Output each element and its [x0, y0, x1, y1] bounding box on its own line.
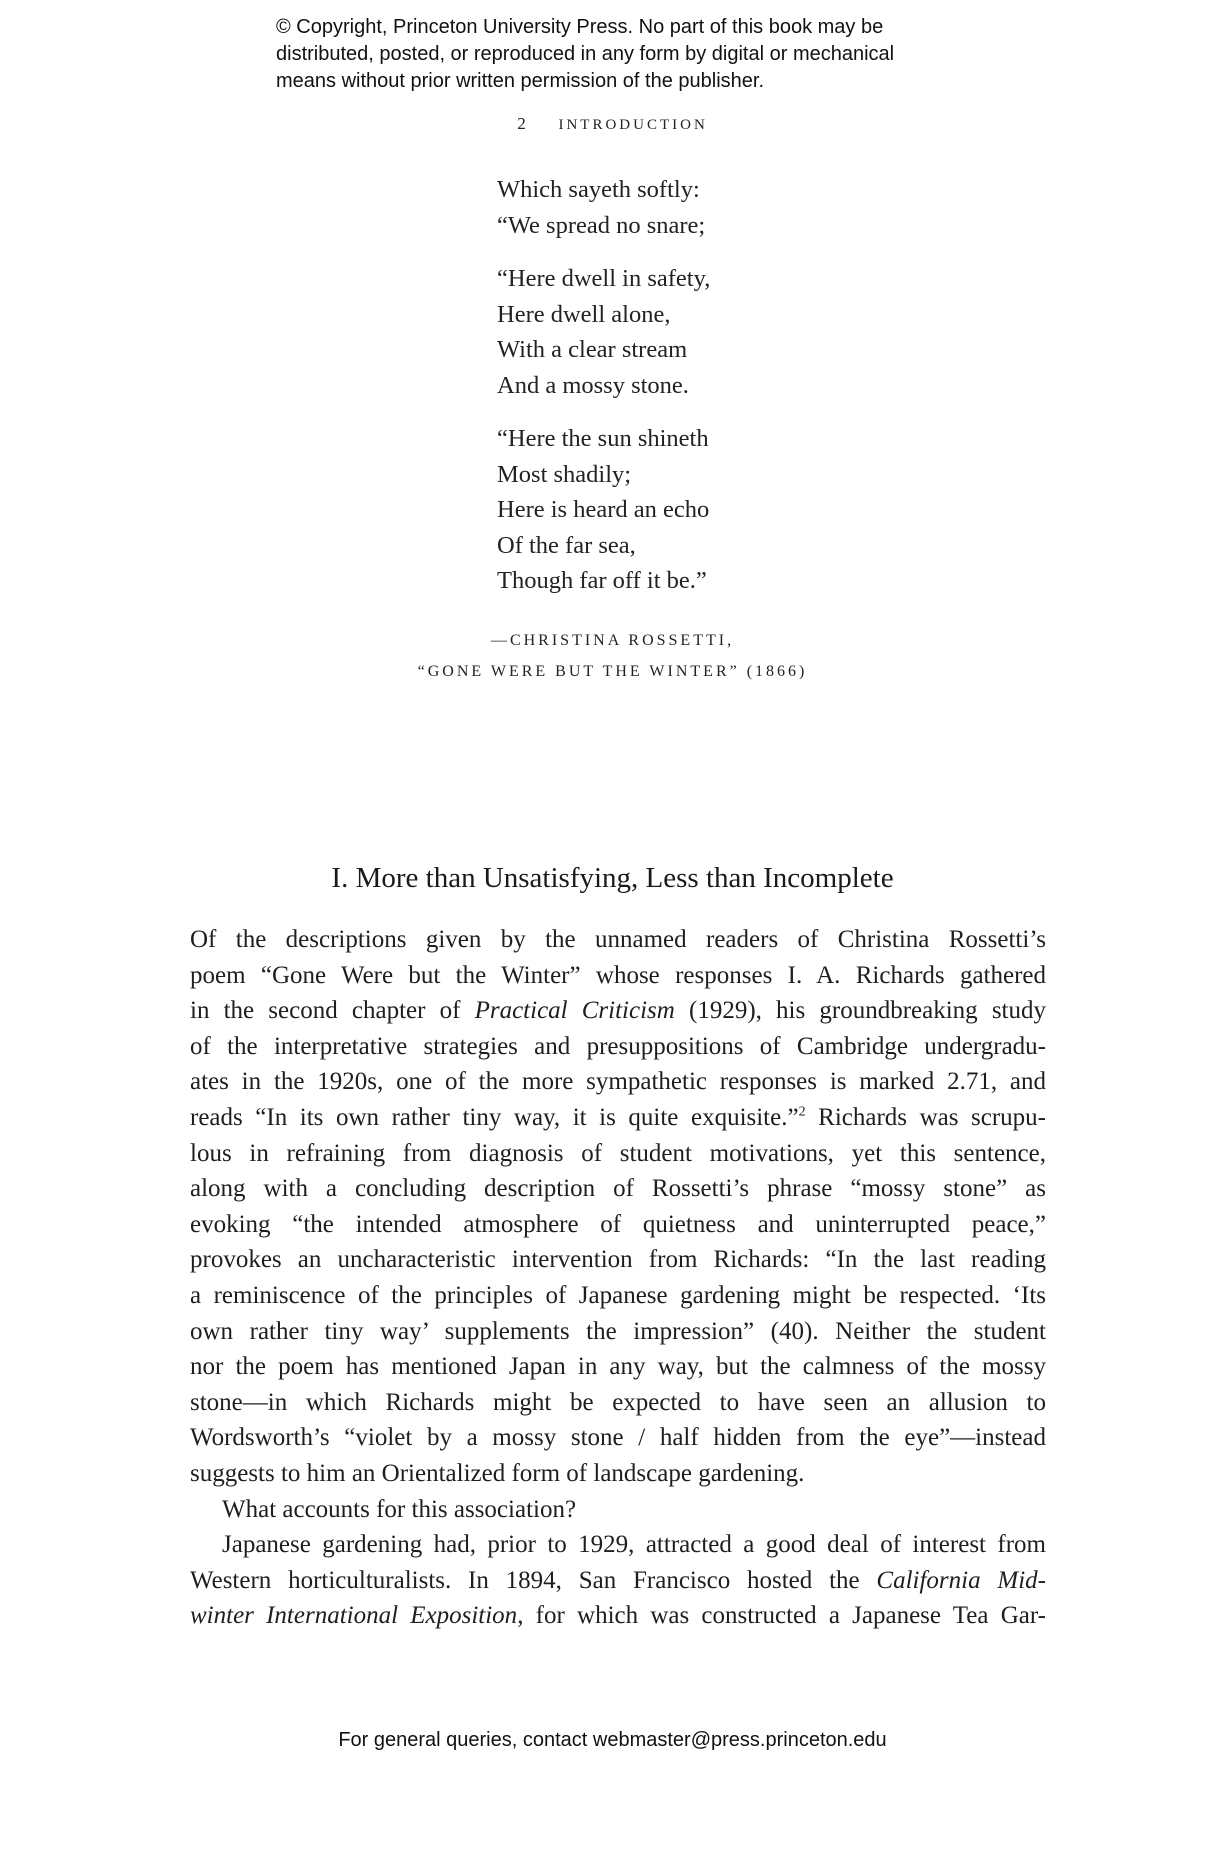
text-run: (1929), his groundbreaking study: [674, 997, 1047, 1025]
attribution-title: “GONE WERE BUT THE WINTER” (1866): [417, 663, 808, 680]
text-run: Richards was scrupu-: [805, 1103, 1046, 1131]
text-line: poem “Gone Were but the Winter” whose responses I. A. Richards gathered: [190, 961, 1046, 989]
copyright-line: © Copyright, Princeton University Press. No part of this book may be: [276, 16, 884, 38]
paragraph-3: [190, 1527, 1046, 1634]
text-line: stone—in which Richards might be expected to have seen an allusion to: [190, 1388, 1046, 1416]
poem-line: With a clear stream: [497, 336, 688, 363]
body-text: [190, 922, 1046, 1634]
poem-line: Most shadily;: [497, 460, 632, 488]
text-line: Japanese gardening had, prior to 1929, attracted a good deal of interest from: [222, 1531, 1046, 1559]
text-run: , for which was constructed a Japanese Tea Gar-: [517, 1602, 1046, 1630]
text-line: [190, 993, 1046, 1029]
running-head-title: INTRODUCTION: [558, 117, 708, 133]
copyright-line: means without prior written permission of the publisher.: [276, 70, 765, 92]
poem-stanza: [497, 261, 710, 403]
poem-line: “Here the sun shineth: [497, 425, 709, 452]
poem-stanza: [497, 172, 710, 243]
poem-stanza: [497, 421, 710, 599]
epigraph-poem: [497, 172, 710, 617]
footnote-ref[interactable]: 2: [798, 1104, 806, 1120]
text-line: lous in refraining from diagnosis of student motivations, yet this sentence,: [190, 1139, 1046, 1167]
paragraph-1: [190, 922, 1046, 1492]
poem-line: Here is heard an echo: [497, 496, 710, 523]
poem-line: Of the far sea,: [497, 531, 636, 559]
footer-contact: For general queries, contact webmaster@press.princeton.edu: [338, 1729, 887, 1751]
book-title: Practical Criticism: [474, 997, 675, 1025]
event-title: California Mid-: [876, 1566, 1046, 1594]
text-line: [190, 1563, 1046, 1599]
text-line: ates in the 1920s, one of the more sympathetic responses is marked 2.71, and: [190, 1068, 1046, 1096]
copyright-line: distributed, posted, or reproduced in any form by digital or mechanical: [276, 43, 895, 65]
poem-line: Though far off it be.”: [497, 567, 707, 594]
attribution-author: —CHRISTINA ROSSETTI,: [490, 632, 735, 649]
text-line: own rather tiny way’ supplements the impression” (40). Neither the student: [190, 1317, 1046, 1345]
text-line: [190, 1598, 1046, 1634]
text-line: along with a concluding description of Rossetti’s phrase “mossy stone” as: [190, 1175, 1046, 1203]
text-line: of the interpretative strategies and presuppositions of Cambridge undergradu-: [190, 1032, 1046, 1060]
text-run: Western horticulturalists. In 1894, San Francisco hosted the: [190, 1566, 877, 1594]
poem-line: “We spread no snare;: [497, 211, 706, 239]
text-run: reads “In its own rather tiny way, it is quite exquisite.”: [190, 1103, 799, 1131]
paragraph-2: [190, 1492, 1046, 1528]
copyright-notice: [276, 14, 1036, 95]
poem-line: Which sayeth softly:: [497, 176, 700, 203]
text-line: Wordsworth’s “violet by a mossy stone / half hidden from the eye”—instead: [190, 1424, 1046, 1452]
text-line: provokes an uncharacteristic intervention from Richards: “In the last reading: [190, 1246, 1046, 1274]
epigraph-attribution: [0, 625, 1225, 687]
page-number: 2: [517, 114, 526, 133]
text-line: What accounts for this association?: [222, 1495, 577, 1523]
text-line: a reminiscence of the principles of Japanese gardening might be respected. ‘Its: [190, 1281, 1046, 1309]
poem-line: “Here dwell in safety,: [497, 265, 711, 292]
text-line: suggests to him an Orientalized form of landscape gardening.: [190, 1459, 805, 1487]
text-line: nor the poem has mentioned Japan in any way, but the calmness of the mossy: [190, 1353, 1046, 1381]
text-line: evoking “the intended atmosphere of quietness and uninterrupted peace,”: [190, 1210, 1046, 1238]
event-title: winter International Exposition: [190, 1602, 518, 1630]
poem-line: Here dwell alone,: [497, 300, 671, 328]
text-run: in the second chapter of: [190, 997, 475, 1025]
section-heading: I. More than Unsatisfying, Less than Incomplete: [331, 862, 894, 894]
poem-line: And a mossy stone.: [497, 371, 689, 399]
text-line: [190, 1100, 1046, 1136]
text-line: Of the descriptions given by the unnamed readers of Christina Rossetti’s: [190, 926, 1046, 953]
running-head: [0, 114, 1225, 134]
